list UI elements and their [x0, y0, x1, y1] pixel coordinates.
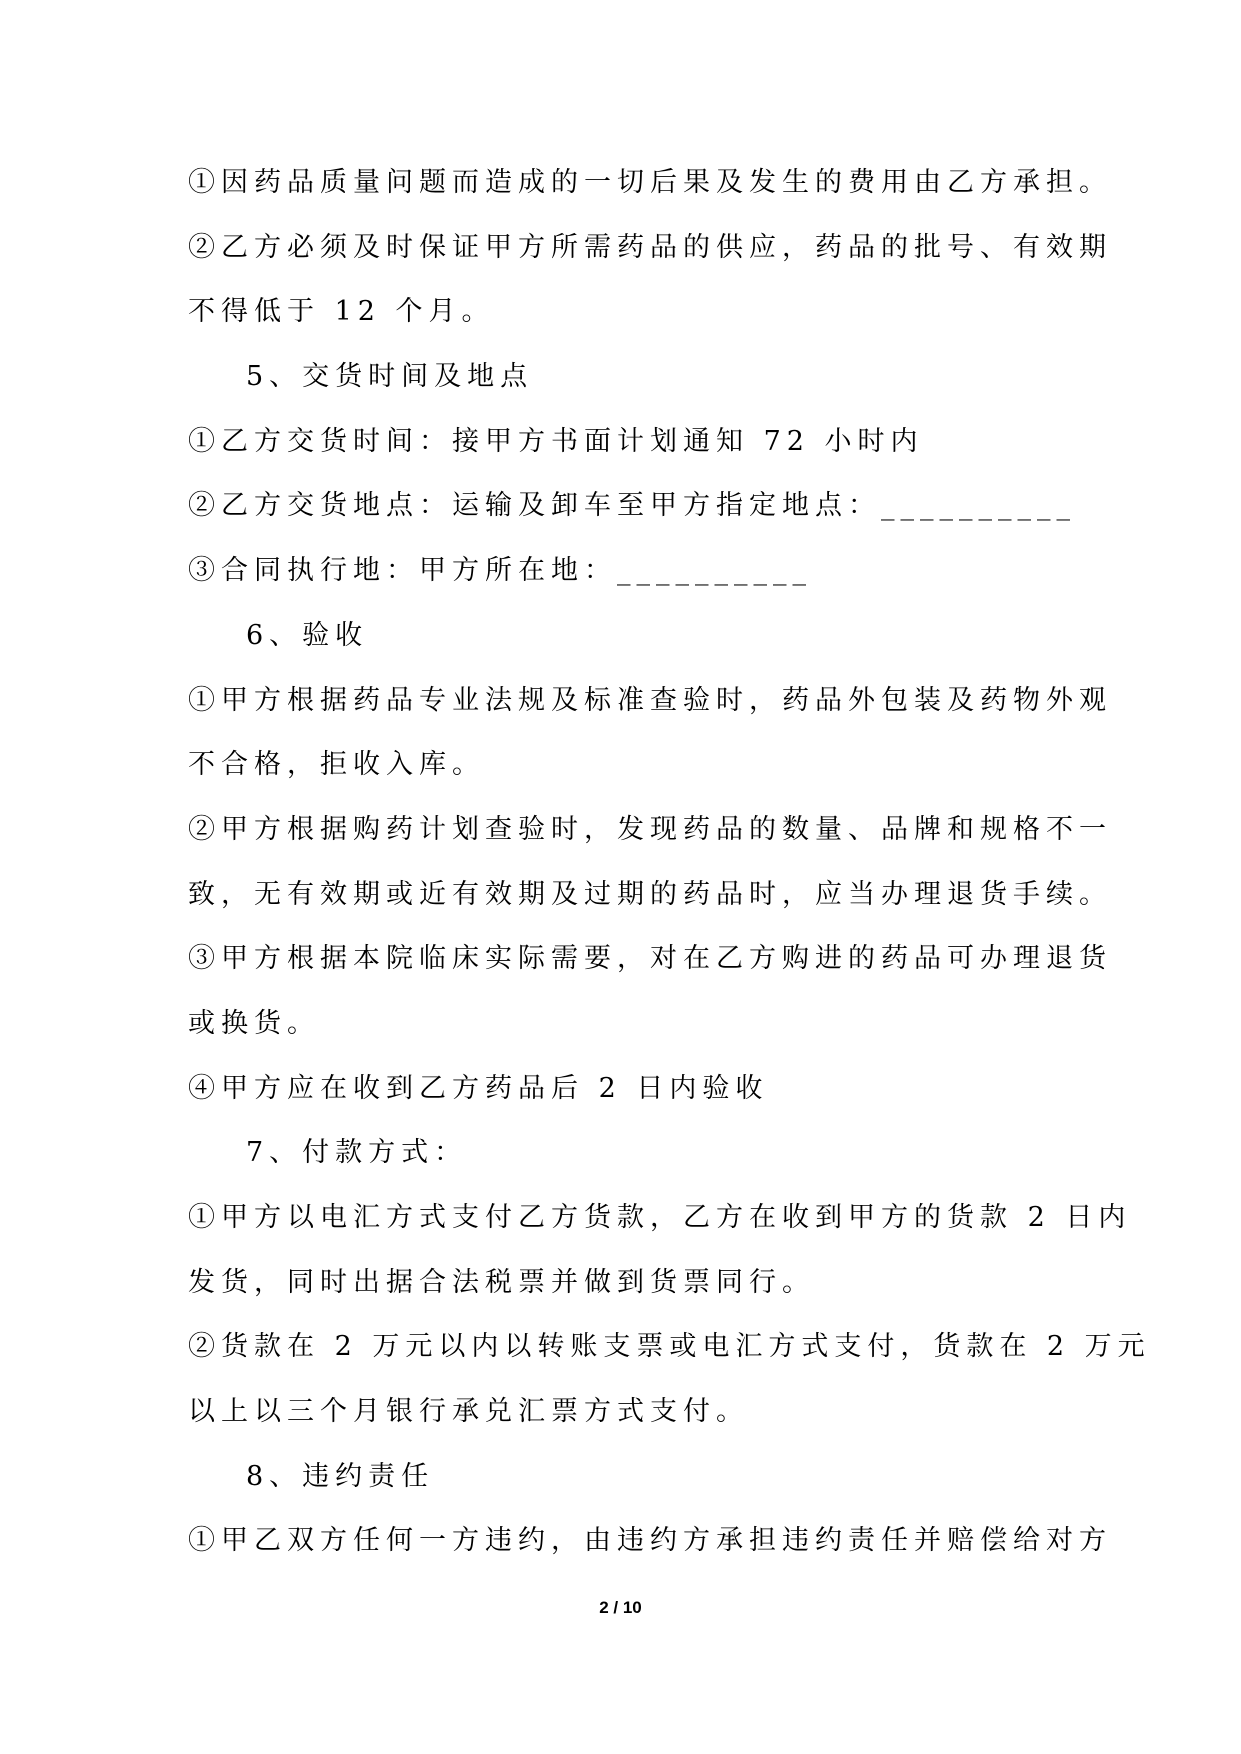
- paragraph-line: 发货，同时出据合法税票并做到货票同行。: [188, 1266, 815, 1298]
- page-number: 2 / 10: [599, 1598, 642, 1617]
- section-heading: 5、交货时间及地点: [246, 361, 534, 393]
- paragraph-line: ①甲方以电汇方式支付乙方货款，乙方在收到甲方的货款 2 日内: [188, 1202, 1132, 1233]
- paragraph-line: 不合格，拒收入库。: [188, 749, 485, 781]
- paragraph-line: ④甲方应在收到乙方药品后 2 日内验收: [188, 1072, 769, 1104]
- paragraph-line: 以上以三个月银行承兑汇票方式支付。: [188, 1396, 749, 1428]
- paragraph-line: ①因药品质量问题而造成的一切后果及发生的费用由乙方承担。: [188, 167, 1112, 198]
- paragraph-line: ③合同执行地：甲方所在地：__________: [188, 555, 812, 587]
- paragraph-line: 致，无有效期或近有效期及过期的药品时，应当办理退货手续。: [188, 878, 1112, 910]
- paragraph-line: 或换货。: [188, 1007, 320, 1039]
- paragraph-line: ①乙方交货时间：接甲方书面计划通知 72 小时内: [188, 425, 924, 457]
- section-heading: 8、违约责任: [246, 1460, 435, 1492]
- section-heading: 7、付款方式：: [246, 1137, 468, 1169]
- paragraph-line: ③甲方根据本院临床实际需要，对在乙方购进的药品可办理退货: [188, 943, 1112, 975]
- paragraph-line: 不得低于 12 个月。: [188, 296, 495, 328]
- paragraph-line: ①甲乙双方任何一方违约，由违约方承担违约责任并赔偿给对方: [188, 1525, 1112, 1557]
- paragraph-line: ②乙方必须及时保证甲方所需药品的供应，药品的批号、有效期: [188, 231, 1112, 263]
- section-heading: 6、验收: [246, 619, 369, 651]
- paragraph-line: ②乙方交货地点：运输及卸车至甲方指定地点：__________: [188, 490, 1076, 522]
- paragraph-line: ②货款在 2 万元以内以转账支票或电汇方式支付，货款在 2 万元: [188, 1331, 1151, 1363]
- paragraph-line: ②甲方根据购药计划查验时，发现药品的数量、品牌和规格不一: [188, 813, 1112, 845]
- document-body: [188, 158, 1151, 1581]
- paragraph-line: ①甲方根据药品专业法规及标准查验时，药品外包装及药物外观: [188, 684, 1112, 716]
